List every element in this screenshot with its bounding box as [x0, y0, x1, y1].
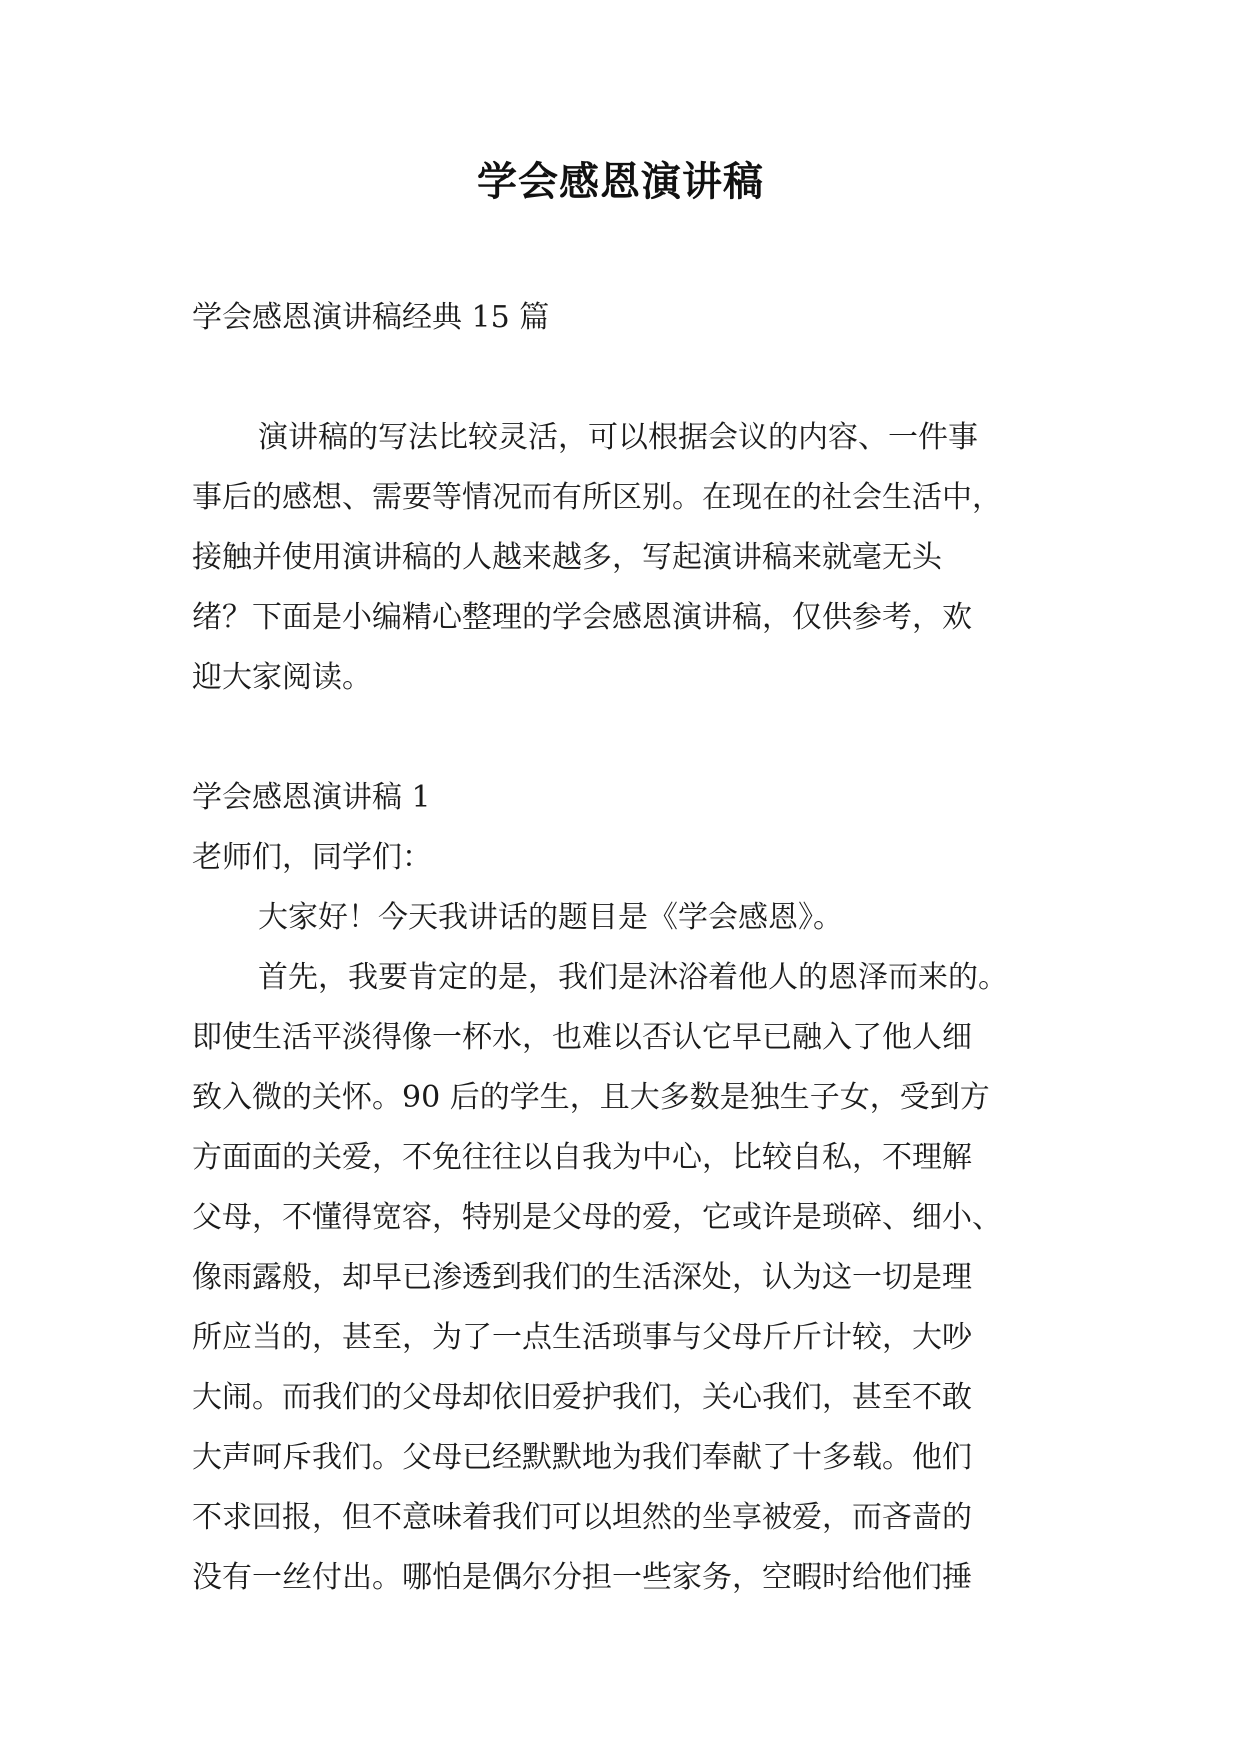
section-heading: 学会感恩演讲稿 1 [192, 780, 431, 815]
body-line: 方面面的关爱，不免往往以自我为中心，比较自私，不理解 [192, 1140, 972, 1175]
body-line: 不求回报，但不意味着我们可以坦然的坐享被爱，而吝啬的 [192, 1500, 972, 1535]
document-title: 学会感恩演讲稿 [477, 158, 764, 205]
body-line: 父母，不懂得宽容，特别是父母的爱，它或许是琐碎、细小、 [192, 1200, 1002, 1235]
body-line: 大声呵斥我们。父母已经默默地为我们奉献了十多载。他们 [192, 1440, 972, 1475]
body-line: 像雨露般，却早已渗透到我们的生活深处，认为这一切是理 [192, 1260, 972, 1295]
body-line: 大闹。而我们的父母却依旧爱护我们，关心我们，甚至不敢 [192, 1380, 972, 1415]
document-subtitle: 学会感恩演讲稿经典 15 篇 [192, 300, 550, 335]
intro-paragraph [192, 408, 1054, 708]
body-line: 首先，我要肯定的是，我们是沐浴着他人的恩泽而来的。 [258, 960, 1008, 995]
body-line: 即使生活平淡得像一杯水，也难以否认它早已融入了他人细 [192, 1020, 972, 1055]
body-line: 致入微的关怀。90 后的学生，且大多数是独生子女，受到方 [192, 1080, 990, 1115]
intro-line: 迎大家阅读。 [192, 660, 372, 695]
greeting-paragraph: 大家好！今天我讲话的题目是《学会感恩》。 [258, 900, 843, 935]
document-body [192, 288, 1054, 1608]
body-line: 所应当的，甚至，为了一点生活琐事与父母斤斤计较，大吵 [192, 1320, 972, 1355]
body-paragraph [192, 948, 1054, 1608]
intro-line: 事后的感想、需要等情况而有所区别。在现在的社会生活中， [192, 480, 1002, 515]
salutation: 老师们，同学们： [192, 840, 432, 875]
body-line: 没有一丝付出。哪怕是偶尔分担一些家务，空暇时给他们捶 [192, 1560, 972, 1595]
intro-line: 接触并使用演讲稿的人越来越多，写起演讲稿来就毫无头 [192, 540, 942, 575]
intro-line: 演讲稿的写法比较灵活，可以根据会议的内容、一件事 [258, 420, 978, 455]
intro-line: 绪？下面是小编精心整理的学会感恩演讲稿，仅供参考，欢 [192, 600, 972, 635]
